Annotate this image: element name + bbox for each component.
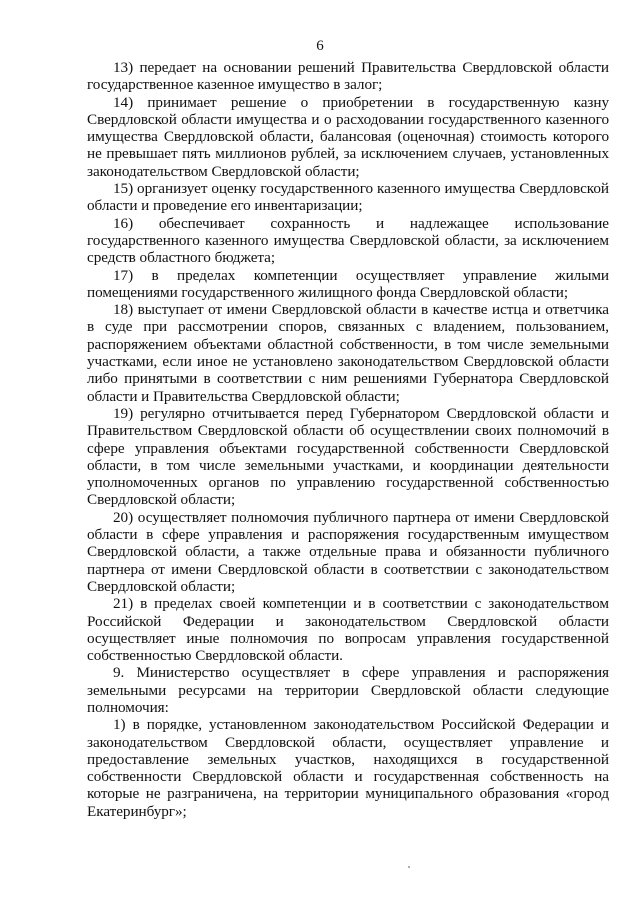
paragraph-item-18: 18) выступает от имени Свердловской области в качестве истца и ответчика в суде при рассмотрении споров, связанных с владением, пользованием, распоряжением объектами областной собственности, в том числе земельными участками, если иное не установлено законодательством Свердловской области либо принятыми в соответствии с ним решениями Губернатора Свердловской области и Правительства Свердловской области;	[87, 301, 609, 405]
paragraph-item-14: 14) принимает решение о приобретении в государственную казну Свердловской области имущества и о расходовании государственного казенного имущества Свердловской области, балансовая (оценочная) стоимость которого не превышает пять миллионов рублей, за исключением случаев, установленных законодательством Свердловской области;	[87, 93, 609, 180]
paragraph-item-16: 16) обеспечивает сохранность и надлежащее использование государственного казенного имущества Свердловской области, за исключением средств областного бюджета;	[87, 214, 609, 267]
paragraph-item-20: 20) осуществляет полномочия публичного партнера от имени Свердловской области в сфере управления и распоряжения государственным имуществом Свердловской области, а также отдельные права и обязанности публичного партнера от имени Свердловской области в соответствии с законодательством Свердловской области;	[87, 508, 609, 595]
scan-speck	[408, 866, 410, 868]
document-body	[87, 59, 609, 820]
section-9-item-1: 1) в порядке, установленном законодательством Российской Федерации и законодательством Свердловской области, осуществляет управление и предоставление земельных участков, находящихся в государственной собственности Свердловской области и государственная собственность на которые не разграничена, на территории муниципального образования «город Екатеринбург»;	[87, 716, 609, 820]
section-9-intro: 9. Министерство осуществляет в сфере управления и распоряжения земельными ресурсами на территории Свердловской области следующие полномочия:	[87, 664, 609, 716]
paragraph-item-21: 21) в пределах своей компетенции и в соответствии с законодательством Российской Федерации и законодательством Свердловской области осуществляет иные полномочия по вопросам управления государственной собственностью Свердловской области.	[87, 595, 609, 665]
paragraph-item-17: 17) в пределах компетенции осуществляет управление жилыми помещениями государственного жилищного фонда Свердловской области;	[87, 266, 609, 301]
paragraph-item-13: 13) передает на основании решений Правительства Свердловской области государственное казенное имущество в залог;	[87, 59, 609, 94]
paragraph-item-15: 15) организует оценку государственного казенного имущества Свердловской области и проведение его инвентаризации;	[87, 180, 609, 215]
paragraph-item-19: 19) регулярно отчитывается перед Губернатором Свердловской области и Правительством Свердловской области об осуществлении своих полномочий в сфере управления объектами государственной собственности Свердловской области, в том числе земельными участками, и координации деятельности уполномоченных органов по управлению государственной собственностью Свердловской области;	[87, 404, 609, 509]
page-number: 6	[316, 38, 324, 54]
